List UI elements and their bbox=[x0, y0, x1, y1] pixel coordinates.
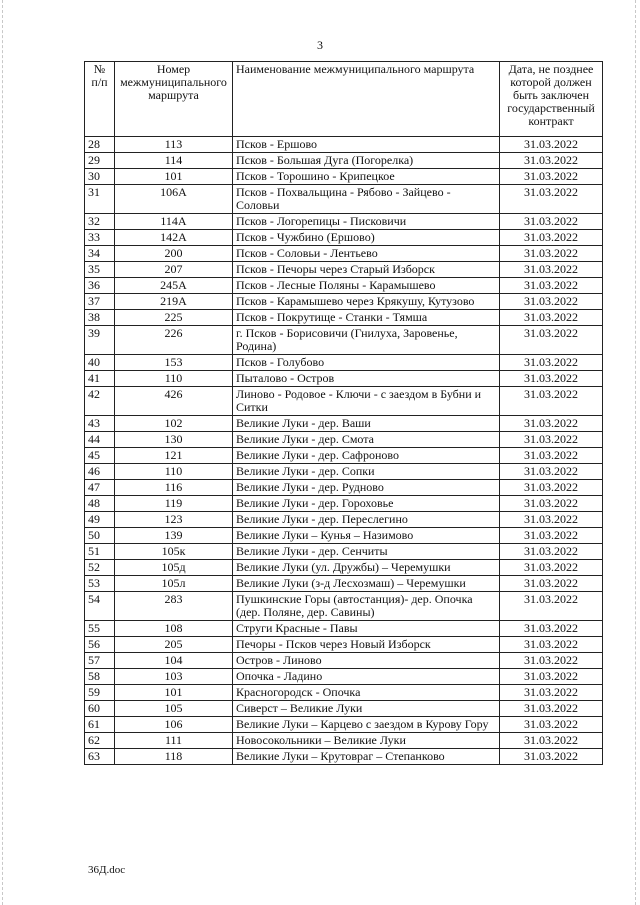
route-name: Великие Луки - дер. Сафроново bbox=[233, 448, 500, 464]
route-number: 119 bbox=[115, 496, 233, 512]
row-number: 35 bbox=[85, 262, 115, 278]
route-name: Линово - Родовое - Ключи - с заездом в Бубни и Ситки bbox=[233, 387, 500, 416]
route-number: 245А bbox=[115, 278, 233, 294]
contract-date: 31.03.2022 bbox=[500, 230, 603, 246]
route-number: 116 bbox=[115, 480, 233, 496]
table-row bbox=[85, 464, 603, 480]
table-row bbox=[85, 246, 603, 262]
row-number: 51 bbox=[85, 544, 115, 560]
row-number: 58 bbox=[85, 669, 115, 685]
row-number: 34 bbox=[85, 246, 115, 262]
route-number: 219А bbox=[115, 294, 233, 310]
table-row bbox=[85, 137, 603, 153]
table-row bbox=[85, 387, 603, 416]
table-row bbox=[85, 749, 603, 765]
route-number: 106 bbox=[115, 717, 233, 733]
table-row bbox=[85, 512, 603, 528]
route-number: 142А bbox=[115, 230, 233, 246]
route-number: 123 bbox=[115, 512, 233, 528]
row-number: 42 bbox=[85, 387, 115, 416]
route-name: Великие Луки - дер. Ваши bbox=[233, 416, 500, 432]
table-header-row bbox=[85, 62, 603, 137]
header-route: Номер межмуниципального маршрута bbox=[115, 62, 233, 137]
route-name: Красногородск - Опочка bbox=[233, 685, 500, 701]
route-name: г. Псков - Борисовичи (Гнилуха, Заровенье, Родина) bbox=[233, 326, 500, 355]
row-number: 59 bbox=[85, 685, 115, 701]
row-number: 61 bbox=[85, 717, 115, 733]
contract-date: 31.03.2022 bbox=[500, 432, 603, 448]
row-number: 37 bbox=[85, 294, 115, 310]
contract-date: 31.03.2022 bbox=[500, 749, 603, 765]
route-name: Псков - Ершово bbox=[233, 137, 500, 153]
route-number: 102 bbox=[115, 416, 233, 432]
contract-date: 31.03.2022 bbox=[500, 685, 603, 701]
route-name: Великие Луки - дер. Сопки bbox=[233, 464, 500, 480]
table-row bbox=[85, 214, 603, 230]
table-row bbox=[85, 355, 603, 371]
table-row bbox=[85, 294, 603, 310]
route-number: 110 bbox=[115, 371, 233, 387]
contract-date: 31.03.2022 bbox=[500, 560, 603, 576]
route-number: 153 bbox=[115, 355, 233, 371]
route-number: 101 bbox=[115, 685, 233, 701]
contract-date: 31.03.2022 bbox=[500, 387, 603, 416]
contract-date: 31.03.2022 bbox=[500, 169, 603, 185]
row-number: 60 bbox=[85, 701, 115, 717]
table-row bbox=[85, 278, 603, 294]
route-name: Псков - Логорепицы - Писковичи bbox=[233, 214, 500, 230]
route-name: Псков - Печоры через Старый Изборск bbox=[233, 262, 500, 278]
route-name: Псков - Торошино - Крипецкое bbox=[233, 169, 500, 185]
route-number: 200 bbox=[115, 246, 233, 262]
route-name: Пушкинские Горы (автостанция)- дер. Опочка (дер. Поляне, дер. Савины) bbox=[233, 592, 500, 621]
route-name: Псков - Карамышево через Крякушу, Кутузово bbox=[233, 294, 500, 310]
row-number: 54 bbox=[85, 592, 115, 621]
route-number: 105д bbox=[115, 560, 233, 576]
route-name: Великие Луки - дер. Сенчиты bbox=[233, 544, 500, 560]
route-name: Великие Луки - дер. Гороховье bbox=[233, 496, 500, 512]
table-row bbox=[85, 185, 603, 214]
contract-date: 31.03.2022 bbox=[500, 637, 603, 653]
route-name: Псков - Похвальщина - Рябово - Зайцево - Соловьи bbox=[233, 185, 500, 214]
row-number: 40 bbox=[85, 355, 115, 371]
contract-date: 31.03.2022 bbox=[500, 733, 603, 749]
row-number: 63 bbox=[85, 749, 115, 765]
route-number: 105л bbox=[115, 576, 233, 592]
row-number: 52 bbox=[85, 560, 115, 576]
scan-left-edge bbox=[2, 0, 4, 905]
contract-date: 31.03.2022 bbox=[500, 701, 603, 717]
contract-date: 31.03.2022 bbox=[500, 153, 603, 169]
scan-right-edge bbox=[635, 0, 637, 905]
contract-date: 31.03.2022 bbox=[500, 326, 603, 355]
row-number: 56 bbox=[85, 637, 115, 653]
row-number: 46 bbox=[85, 464, 115, 480]
table-row bbox=[85, 637, 603, 653]
row-number: 50 bbox=[85, 528, 115, 544]
route-number: 121 bbox=[115, 448, 233, 464]
row-number: 31 bbox=[85, 185, 115, 214]
contract-date: 31.03.2022 bbox=[500, 262, 603, 278]
route-name: Остров - Линово bbox=[233, 653, 500, 669]
row-number: 30 bbox=[85, 169, 115, 185]
row-number: 47 bbox=[85, 480, 115, 496]
contract-date: 31.03.2022 bbox=[500, 512, 603, 528]
route-number: 114 bbox=[115, 153, 233, 169]
row-number: 55 bbox=[85, 621, 115, 637]
route-number: 106А bbox=[115, 185, 233, 214]
route-name: Великие Луки - дер. Переслегино bbox=[233, 512, 500, 528]
row-number: 49 bbox=[85, 512, 115, 528]
row-number: 48 bbox=[85, 496, 115, 512]
table-row bbox=[85, 701, 603, 717]
contract-date: 31.03.2022 bbox=[500, 621, 603, 637]
contract-date: 31.03.2022 bbox=[500, 214, 603, 230]
routes-table bbox=[84, 61, 603, 765]
route-number: 283 bbox=[115, 592, 233, 621]
route-name: Псков - Голубово bbox=[233, 355, 500, 371]
route-name: Великие Луки – Карцево с заездом в Курову Гору bbox=[233, 717, 500, 733]
header-date: Дата, не позднее которой должен быть заключен государственный контракт bbox=[500, 62, 603, 137]
route-name: Великие Луки (ул. Дружбы) – Черемушки bbox=[233, 560, 500, 576]
header-num: № п/п bbox=[85, 62, 115, 137]
route-name: Великие Луки - дер. Смота bbox=[233, 432, 500, 448]
contract-date: 31.03.2022 bbox=[500, 480, 603, 496]
table-row bbox=[85, 544, 603, 560]
route-name: Псков - Большая Дуга (Погорелка) bbox=[233, 153, 500, 169]
route-number: 108 bbox=[115, 621, 233, 637]
contract-date: 31.03.2022 bbox=[500, 246, 603, 262]
route-number: 130 bbox=[115, 432, 233, 448]
table-row bbox=[85, 669, 603, 685]
contract-date: 31.03.2022 bbox=[500, 496, 603, 512]
footer-filename: 36Д.doc bbox=[88, 864, 126, 876]
route-name: Великие Луки (з-д Лесхозмаш) – Черемушки bbox=[233, 576, 500, 592]
header-name: Наименование межмуниципального маршрута bbox=[233, 62, 500, 137]
contract-date: 31.03.2022 bbox=[500, 278, 603, 294]
table-row bbox=[85, 310, 603, 326]
contract-date: 31.03.2022 bbox=[500, 717, 603, 733]
route-number: 105к bbox=[115, 544, 233, 560]
route-name: Псков - Покрутище - Станки - Тямша bbox=[233, 310, 500, 326]
route-name: Новосокольники – Великие Луки bbox=[233, 733, 500, 749]
row-number: 29 bbox=[85, 153, 115, 169]
routes-table-body bbox=[85, 137, 603, 765]
table-row bbox=[85, 326, 603, 355]
contract-date: 31.03.2022 bbox=[500, 576, 603, 592]
table-row bbox=[85, 685, 603, 701]
table-row bbox=[85, 371, 603, 387]
row-number: 28 bbox=[85, 137, 115, 153]
route-name: Великие Луки – Кунья – Назимово bbox=[233, 528, 500, 544]
contract-date: 31.03.2022 bbox=[500, 371, 603, 387]
contract-date: 31.03.2022 bbox=[500, 528, 603, 544]
table-row bbox=[85, 169, 603, 185]
contract-date: 31.03.2022 bbox=[500, 185, 603, 214]
contract-date: 31.03.2022 bbox=[500, 294, 603, 310]
route-number: 205 bbox=[115, 637, 233, 653]
table-row bbox=[85, 560, 603, 576]
contract-date: 31.03.2022 bbox=[500, 310, 603, 326]
route-name: Пыталово - Остров bbox=[233, 371, 500, 387]
table-row bbox=[85, 592, 603, 621]
route-number: 118 bbox=[115, 749, 233, 765]
route-number: 426 bbox=[115, 387, 233, 416]
route-number: 110 bbox=[115, 464, 233, 480]
route-number: 104 bbox=[115, 653, 233, 669]
table-row bbox=[85, 153, 603, 169]
contract-date: 31.03.2022 bbox=[500, 416, 603, 432]
contract-date: 31.03.2022 bbox=[500, 653, 603, 669]
route-name: Псков - Соловьи - Лентьево bbox=[233, 246, 500, 262]
row-number: 33 bbox=[85, 230, 115, 246]
route-number: 139 bbox=[115, 528, 233, 544]
row-number: 39 bbox=[85, 326, 115, 355]
route-name: Псков - Лесные Поляны - Карамышево bbox=[233, 278, 500, 294]
page-number: 3 bbox=[317, 38, 323, 52]
table-row bbox=[85, 496, 603, 512]
contract-date: 31.03.2022 bbox=[500, 544, 603, 560]
route-number: 225 bbox=[115, 310, 233, 326]
table-row bbox=[85, 448, 603, 464]
route-number: 114А bbox=[115, 214, 233, 230]
row-number: 53 bbox=[85, 576, 115, 592]
route-number: 226 bbox=[115, 326, 233, 355]
table-row bbox=[85, 480, 603, 496]
route-name: Струги Красные - Павы bbox=[233, 621, 500, 637]
table-row bbox=[85, 717, 603, 733]
route-name: Великие Луки – Крутовраг – Степанково bbox=[233, 749, 500, 765]
row-number: 43 bbox=[85, 416, 115, 432]
row-number: 57 bbox=[85, 653, 115, 669]
table-row bbox=[85, 416, 603, 432]
row-number: 44 bbox=[85, 432, 115, 448]
route-number: 207 bbox=[115, 262, 233, 278]
contract-date: 31.03.2022 bbox=[500, 448, 603, 464]
row-number: 38 bbox=[85, 310, 115, 326]
route-name: Опочка - Ладино bbox=[233, 669, 500, 685]
table-row bbox=[85, 528, 603, 544]
route-number: 101 bbox=[115, 169, 233, 185]
row-number: 62 bbox=[85, 733, 115, 749]
contract-date: 31.03.2022 bbox=[500, 137, 603, 153]
route-number: 105 bbox=[115, 701, 233, 717]
contract-date: 31.03.2022 bbox=[500, 592, 603, 621]
row-number: 36 bbox=[85, 278, 115, 294]
route-number: 113 bbox=[115, 137, 233, 153]
contract-date: 31.03.2022 bbox=[500, 464, 603, 480]
contract-date: 31.03.2022 bbox=[500, 669, 603, 685]
route-name: Великие Луки - дер. Руднoво bbox=[233, 480, 500, 496]
table-row bbox=[85, 733, 603, 749]
row-number: 41 bbox=[85, 371, 115, 387]
table-row bbox=[85, 621, 603, 637]
route-number: 103 bbox=[115, 669, 233, 685]
route-name: Печоры - Псков через Новый Изборск bbox=[233, 637, 500, 653]
row-number: 32 bbox=[85, 214, 115, 230]
table-row bbox=[85, 432, 603, 448]
table-row bbox=[85, 653, 603, 669]
table-row bbox=[85, 262, 603, 278]
route-name: Сиверст – Великие Луки bbox=[233, 701, 500, 717]
row-number: 45 bbox=[85, 448, 115, 464]
route-number: 111 bbox=[115, 733, 233, 749]
contract-date: 31.03.2022 bbox=[500, 355, 603, 371]
table-row bbox=[85, 576, 603, 592]
route-name: Псков - Чужбино (Ершово) bbox=[233, 230, 500, 246]
table-row bbox=[85, 230, 603, 246]
